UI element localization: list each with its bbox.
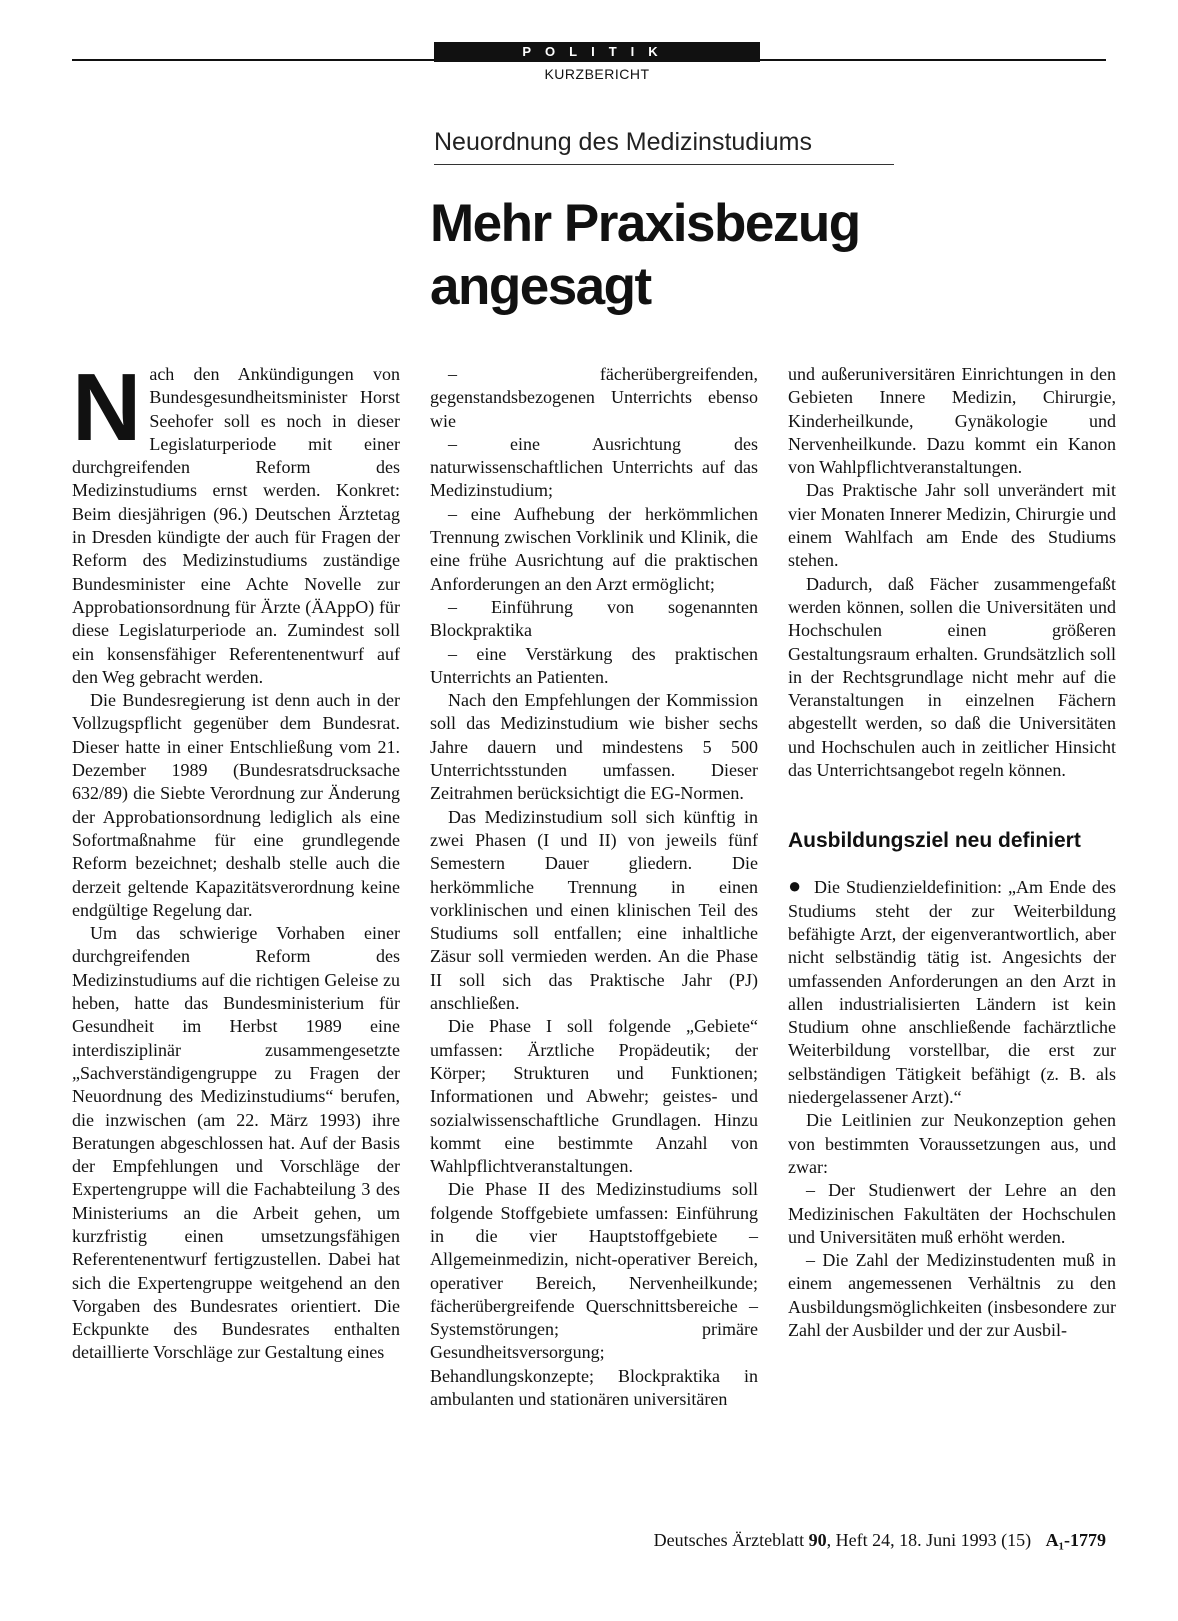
- paragraph: [72, 354, 400, 689]
- journal-volume: 90: [808, 1530, 827, 1550]
- bullet-icon: ●: [788, 873, 802, 899]
- article-headline: Mehr Praxisbezug angesagt: [430, 194, 860, 316]
- page-footer: [600, 1530, 1106, 1551]
- paragraph: und außeruniversitären Einrichtungen in den Gebieten Innere Medizin, Chirurgie, Kinderheilkunde, Gynäkologie und Nervenheilkunde. Dazu kommt ein Kanon von Wahlpflichtveranstaltungen.: [788, 364, 1116, 478]
- list-item: – eine Ausrichtung des naturwissenschaftlichen Unterrichts auf das Medizinstudium;: [430, 433, 758, 501]
- drop-cap: N: [72, 354, 142, 461]
- text-column-1: [72, 354, 400, 1365]
- article-kicker: Neuordnung des Medizinstudiums: [434, 128, 812, 156]
- header-rule-right: [760, 59, 1106, 61]
- page-number: A₁-1779: [1045, 1530, 1106, 1550]
- text-column-3: [788, 363, 1116, 1342]
- paragraph: Das Praktische Jahr soll unverändert mit vier Monaten Innerer Medizin, Chirurgie und einem Wahlfach am Ende des Studiums stehen.: [788, 480, 1116, 571]
- subsection-label: KURZBERICHT: [544, 66, 650, 82]
- paragraph-text: Die Studienzieldefinition: „Am Ende des Studiums steht der zur Weiterbildung befähigte Arzt, der eigenverantwortlich, aber nicht selbständig tätig ist. Angesichts der umfassenden Anforderungen an den Arzt in allen industrialisierten Ländern ist kein Studium ohne anschließende fachärztliche Weiterbildung vorstellbar, die erst zur selbständigen Tätigkeit befähigt (z. B. als niedergelassener Arzt).“: [788, 877, 1116, 1108]
- list-item: – fächerübergreifenden, gegenstandsbezogenen Unterrichts ebenso wie: [430, 364, 758, 431]
- paragraph-text: ach den Ankündigungen von Bundesgesundheitsminister Horst Seehofer soll es noch in dieser Legislaturperiode mit einer durchgreifenden Reform des Medizinstudiums ernst werden. Konkret: Beim diesjährigen (96.) Deutschen Ärztetag in Dresden kündigte der auch für Fragen der Reform des Medizinstudiums zuständige Bundesminister eine Achte Novelle zur Approbationsordnung für Ärzte (ÄAppO) für diese Legislaturperiode an. Zumindest soll ein konsensfähiger Referentenentwurf auf den Weg gebracht werden.: [72, 364, 400, 687]
- journal-issue: , Heft 24, 18. Juni 1993 (15): [826, 1530, 1032, 1550]
- list-item: – Die Zahl der Medizinstudenten muß in einem angemessenen Verhältnis zu den Ausbildungsmöglichkeiten (insbesondere zur Zahl der Ausbilder und der zur Ausbil-: [788, 1250, 1116, 1340]
- paragraph: Dadurch, daß Fächer zusammengefaßt werden können, sollen die Universitäten und Hochschulen einen größeren Gestaltungsraum erhalten. Grundsätzlich soll in der Rechtsgrundlage nicht mehr auf die Veranstaltungen in einzelnen Fächern abgestellt werden, so daß die Universitäten und Hochschulen auch in zeitlicher Hinsicht das Unterrichtsangebot regeln können.: [788, 573, 1116, 781]
- text-column-2: [430, 363, 758, 1411]
- list-item: – eine Aufhebung der herkömmlichen Trennung zwischen Vorklinik und Klinik, die eine frühe Ausrichtung auf die praktischen Anforderungen an den Arzt ermöglicht;: [430, 503, 758, 594]
- list-item: – Der Studienwert der Lehre an den Medizinischen Fakultäten der Hochschulen und Universitäten muß erhöht werden.: [788, 1180, 1116, 1247]
- paragraph: Das Medizinstudium soll sich künftig in zwei Phasen (I und II) von jeweils fünf Semestern Dauer gliedern. Die herkömmliche Trennung in einen vorklinischen und einen klinischen Teil des Studiums soll entfallen; eine inhaltliche Zäsur soll vermieden werden. An die Phase II soll sich das Praktische Jahr (PJ) anschließen.: [430, 806, 758, 1014]
- paragraph: [788, 874, 1116, 1109]
- header-rule-left: [72, 59, 434, 61]
- section-label: POLITIK: [434, 42, 760, 62]
- section-subheading: Ausbildungsziel neu definiert: [788, 829, 1081, 853]
- paragraph: Die Leitlinien zur Neukonzeption gehen von bestimmten Voraussetzungen aus, und zwar:: [788, 1110, 1116, 1177]
- journal-name: Deutsches Ärzteblatt: [653, 1530, 805, 1550]
- paragraph: Nach den Empfehlungen der Kommission soll das Medizinstudium wie bisher sechs Jahre dauern und mindestens 5 500 Unterrichtsstunden umfassen. Dieser Zeitrahmen berücksichtigt die EG-Normen.: [430, 690, 758, 804]
- paragraph: Um das schwierige Vorhaben einer durchgreifenden Reform des Medizinstudiums auf die richtigen Geleise zu heben, hatte das Bundesministerium für Gesundheit im Herbst 1989 eine interdisziplinär zusammengesetzte „Sachverständigengruppe zu Fragen der Neuordnung des Medizinstudiums“ berufen, die inzwischen (am 22. März 1993) ihre Beratungen abgeschlossen hat. Auf der Basis der Empfehlungen und Vorschläge der Expertengruppe will die Fachabteilung 3 des Ministeriums an die Arbeit gehen, um kurzfristig einen umsetzungsfähigen Referentenentwurf fertigzustellen. Dabei hat sich die Expertengruppe weitgehend an den Vorgaben des Bundesrates orientiert. Die Eckpunkte des Bundesrates enthalten detaillierte Vorschläge zur Gestaltung eines: [72, 923, 400, 1363]
- paragraph: Die Phase I soll folgende „Gebiete“ umfassen: Ärztliche Propädeutik; der Körper; Strukturen und Funktionen; Informationen und Abwehr; geistes- und sozialwissenschaftliche Grundlagen. Hinzu kommt eine bestimmte Anzahl von Wahlpflichtveranstaltungen.: [430, 1016, 758, 1177]
- list-item: – eine Verstärkung des praktischen Unterrichts an Patienten.: [430, 643, 758, 687]
- kicker-underline: [434, 164, 894, 165]
- paragraph: Die Bundesregierung ist denn auch in der Vollzugspflicht gegenüber dem Bundesrat. Dieser hatte in einer Entschließung vom 21. Dezember 1989 (Bundesratsdrucksache 632/89) die Siebte Verordnung zur Änderung der Approbationsordnung lediglich als eine Sofortmaßnahme für eine grundlegende Reform bezeichnet; deshalb stelle auch die derzeit geltende Kapazitätsverordnung keine endgültige Regelung dar.: [72, 690, 400, 920]
- paragraph: Die Phase II des Medizinstudiums soll folgende Stoffgebiete umfassen: Einführung in die vier Hauptstoffgebiete – Allgemeinmedizin, nicht-operativer Bereich, operativer Bereich, Nervenheilkunde; fächerübergreifende Querschnittsbereiche – Systemstörungen; primäre Gesundheitsversorgung; Behandlungskonzepte; Blockpraktika in ambulanten und stationären universitären: [430, 1179, 758, 1410]
- list-item: – Einführung von sogenannten Blockpraktika: [430, 596, 758, 641]
